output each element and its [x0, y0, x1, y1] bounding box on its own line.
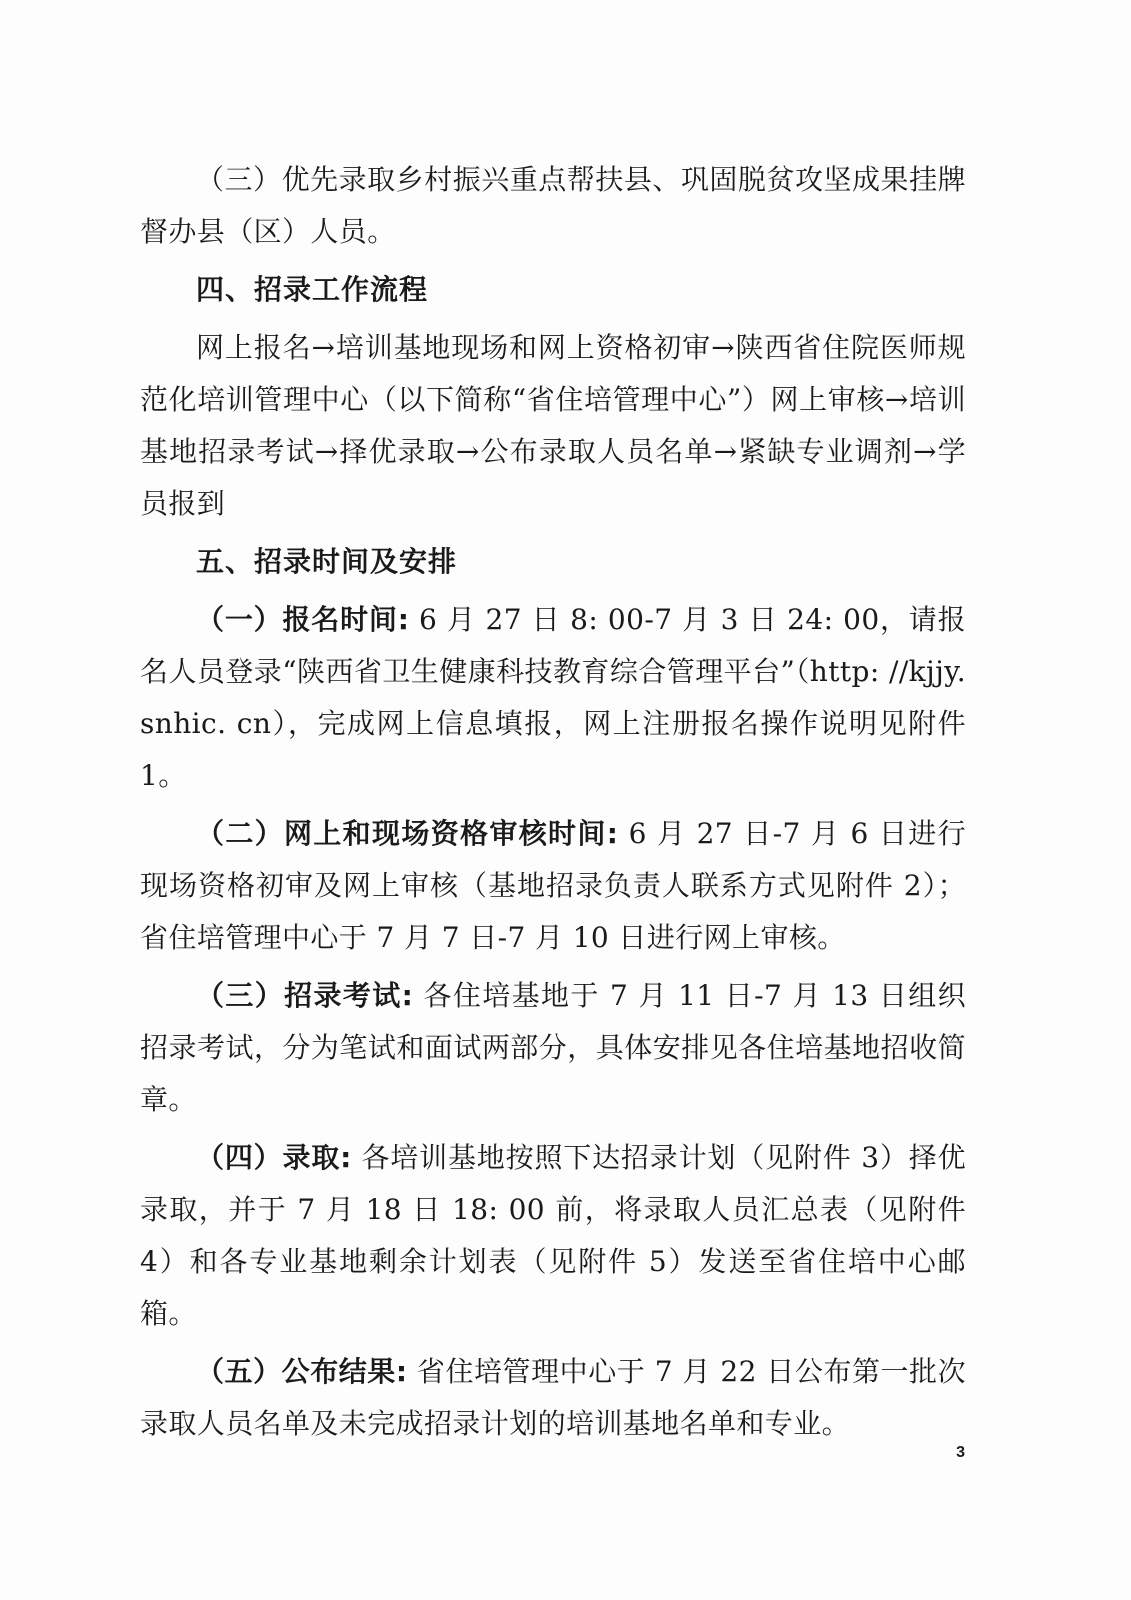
paragraph-lead: （五）公布结果: — [196, 1355, 408, 1388]
paragraph-lead: （四）录取: — [196, 1141, 352, 1174]
paragraph-admission-exam — [140, 970, 966, 1126]
paragraph-text: 网上报名→培训基地现场和网上资格初审→陕西省住院医师规范化培训管理中心（以下简称“省住培管理中心”）网上审核→培训基地招录考试→择优录取→公布录取人员名单→紧缺专业调剂→学员报到 — [140, 331, 966, 520]
paragraph-text: （三）优先录取乡村振兴重点帮扶县、巩固脱贫攻坚成果挂牌督办县（区）人员。 — [140, 163, 966, 248]
paragraph-results — [140, 1346, 966, 1450]
paragraph-registration-time — [140, 594, 966, 802]
paragraph-admission — [140, 1132, 966, 1340]
section-heading-schedule — [140, 536, 966, 588]
page-number: 3 — [956, 1444, 965, 1461]
paragraph-text: 6 月 27 日-7 月 6 日进行现场资格初审及网上审核（基地招录负责人联系方式见附件 2）；省住培管理中心于 7 月 7 日-7 月 10 日进行网上审核。 — [140, 817, 967, 954]
paragraph-text: 各培训基地按照下达招录计划（见附件 3）择优录取，并于 7 月 18 日 18: 00 前，将录取人员汇总表（见附件 4）和各专业基地剩余计划表（见附件 5）发送至省住培中心邮箱。 — [140, 1141, 966, 1330]
paragraph-text: 各住培基地于 7 月 11 日-7 月 13 日组织招录考试，分为笔试和面试两部分，具体安排见各住培基地招收简章。 — [140, 979, 966, 1116]
paragraph-lead: （一）报名时间: — [196, 603, 410, 636]
heading-text: 五、招录时间及安排 — [196, 545, 458, 578]
paragraph-qualification-review — [140, 808, 966, 964]
paragraph-lead: （三）招录考试: — [196, 979, 414, 1012]
section-heading-workflow — [140, 264, 966, 316]
paragraph-text: 省住培管理中心于 7 月 22 日公布第一批次录取人员名单及未完成招录计划的培训基地名单和专业。 — [140, 1355, 966, 1440]
paragraph-priority-admission — [140, 154, 966, 258]
paragraph-workflow-steps — [140, 322, 966, 530]
paragraph-text: 6 月 27 日 8: 00-7 月 3 日 24: 00，请报名人员登录“陕西省卫生健康科技教育综合管理平台”（http: //kjjy. snhic. cn），完成网上信息填报，网上注册报名操作说明见附件 1。 — [140, 603, 966, 792]
paragraph-lead: （二）网上和现场资格审核时间: — [196, 817, 619, 850]
heading-text: 四、招录工作流程 — [196, 273, 429, 306]
document-body — [140, 154, 966, 1450]
